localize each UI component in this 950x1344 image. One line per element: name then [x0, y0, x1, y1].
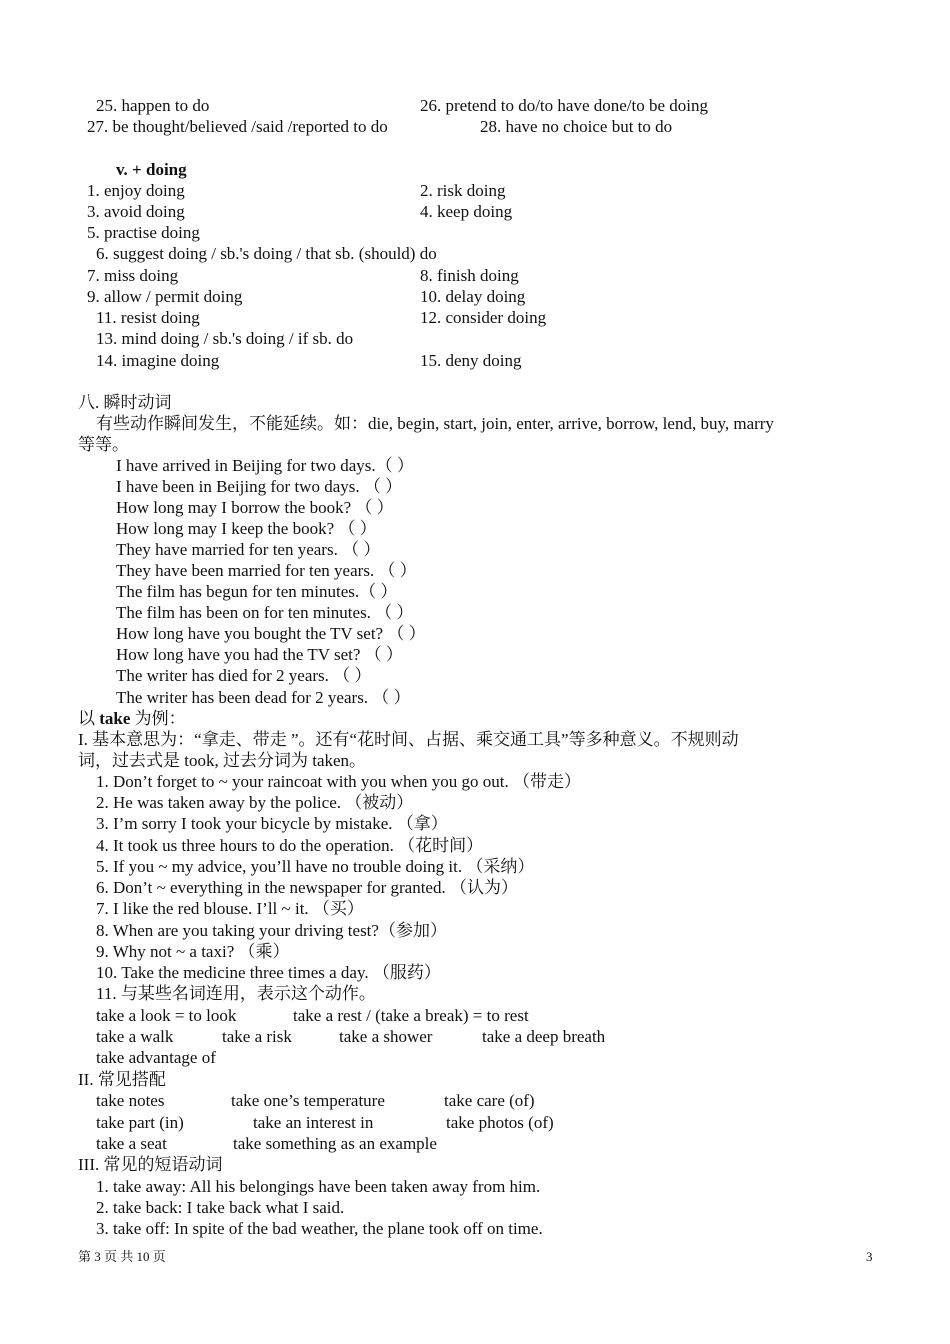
list-item: 14. imagine doing [96, 351, 220, 370]
list-item: 5. practise doing [87, 223, 200, 242]
list-item: 11. 与某些名词连用，表示这个动作。 [96, 984, 376, 1003]
list-item: 11. resist doing [96, 308, 200, 327]
example-sentence: They have married for ten years. （ ） [116, 540, 381, 559]
phrase: take a look = to look [96, 1006, 237, 1025]
phrase: take advantage of [96, 1048, 216, 1067]
list-item: 7. miss doing [87, 266, 179, 285]
example-sentence: The writer has been dead for 2 years. （ ） [116, 688, 411, 707]
phrase: take notes [96, 1091, 165, 1110]
list-item: 3. avoid doing [87, 202, 185, 221]
list-item: 3. I’m sorry I took your bicycle by mistake. （拿） [96, 814, 448, 833]
page-number: 3 [866, 1249, 873, 1264]
list-item: 27. be thought/believed /said /reported to do [87, 117, 388, 136]
list-item: 1. enjoy doing [87, 181, 185, 200]
paragraph-line: 等等。 [78, 435, 129, 454]
example-sentence: How long may I borrow the book? （ ） [116, 498, 394, 517]
list-item: 2. risk doing [420, 181, 506, 200]
phrase: take an interest in [253, 1113, 374, 1132]
list-item: 15. deny doing [420, 351, 522, 370]
example-sentence: How long have you had the TV set? （ ） [116, 645, 403, 664]
phrase: take care (of) [444, 1091, 535, 1110]
example-sentence: The film has been on for ten minutes. （ ） [116, 603, 414, 622]
section-heading: 八. 瞬时动词 [78, 393, 172, 412]
example-sentence: They have been married for ten years. （ ） [116, 561, 417, 580]
paragraph-line: 词，过去式是 took, 过去分词为 taken。 [78, 751, 367, 770]
list-item: 8. finish doing [420, 266, 519, 285]
list-item: 3. take off: In spite of the bad weather, the plane took off on time. [96, 1219, 543, 1238]
phrase: take one’s temperature [231, 1091, 385, 1110]
section-heading: II. 常见搭配 [78, 1070, 166, 1089]
phrase: take photos (of) [446, 1113, 554, 1132]
list-item: 6. Don’t ~ everything in the newspaper for granted. （认为） [96, 878, 518, 897]
example-sentence: How long may I keep the book? （ ） [116, 519, 377, 538]
list-item: 8. When are you taking your driving test?（参加） [96, 921, 447, 940]
list-item: 12. consider doing [420, 308, 547, 327]
phrase: take a seat [96, 1134, 167, 1153]
example-sentence: I have been in Beijing for two days. （ ） [116, 477, 403, 496]
phrase: take part (in) [96, 1113, 184, 1132]
section-heading [78, 708, 186, 729]
heading-prefix: 以 [78, 709, 100, 728]
list-item: 7. I like the red blouse. I’ll ~ it. （买） [96, 899, 364, 918]
section-heading: III. 常见的短语动词 [78, 1155, 223, 1174]
phrase: take a shower [339, 1027, 433, 1046]
phrase: take something as an example [233, 1134, 437, 1153]
example-sentence: The writer has died for 2 years. （ ） [116, 666, 372, 685]
list-item: 26. pretend to do/to have done/to be doing [420, 96, 708, 115]
list-item: 2. take back: I take back what I said. [96, 1198, 345, 1217]
phrase: take a rest / (take a break) = to rest [293, 1006, 529, 1025]
list-item: 5. If you ~ my advice, you’ll have no trouble doing it. （采纳） [96, 857, 535, 876]
list-item: 25. happen to do [96, 96, 210, 115]
phrase: take a risk [222, 1027, 292, 1046]
heading-keyword: take [99, 709, 131, 728]
list-item: 10. Take the medicine three times a day. （服药） [96, 963, 441, 982]
paragraph-line: I. 基本意思为：“拿走、带走 ”。还有“花时间、占据、乘交通工具”等多种意义。不规则动 [78, 730, 739, 749]
example-sentence: The film has begun for ten minutes.（ ） [116, 582, 398, 601]
list-item: 1. take away: All his belongings have been taken away from him. [96, 1177, 541, 1196]
page-info: 第 3 页 共 10 页 [78, 1249, 166, 1264]
paragraph-line: 有些动作瞬间发生，不能延续。如：die, begin, start, join, enter, arrive, borrow, lend, buy, marry [96, 414, 774, 433]
list-item: 1. Don’t forget to ~ your raincoat with you when you go out. （带走） [96, 772, 581, 791]
list-item: 28. have no choice but to do [480, 117, 673, 136]
list-item: 9. Why not ~ a taxi? （乘） [96, 942, 290, 961]
list-item: 9. allow / permit doing [87, 287, 243, 306]
list-item: 10. delay doing [420, 287, 526, 306]
list-item: 4. It took us three hours to do the operation. （花时间） [96, 836, 484, 855]
list-item: 13. mind doing / sb.'s doing / if sb. do [96, 329, 354, 348]
heading-suffix: 为例： [130, 709, 186, 728]
phrase: take a walk [96, 1027, 174, 1046]
list-item: 2. He was taken away by the police. （被动） [96, 793, 414, 812]
example-sentence: I have arrived in Beijing for two days.（ ） [116, 456, 414, 475]
example-sentence: How long have you bought the TV set? （ ） [116, 624, 426, 643]
phrase: take a deep breath [482, 1027, 606, 1046]
list-item: 6. suggest doing / sb.'s doing / that sb. (should) do [96, 244, 437, 263]
list-item: 4. keep doing [420, 202, 513, 221]
section-heading: v. + doing [116, 160, 187, 179]
